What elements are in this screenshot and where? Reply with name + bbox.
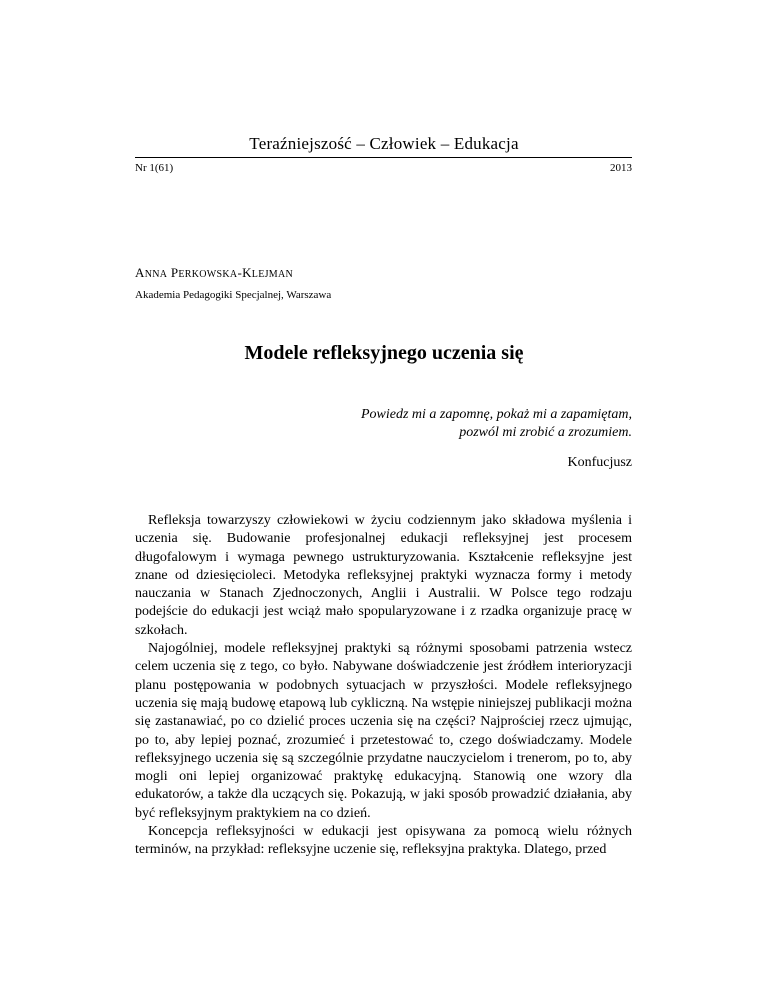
motto-author: Konfucjusz [567, 455, 632, 470]
author-last2-rest: LEJMAN [251, 269, 294, 280]
author-last1-initial: P [170, 265, 179, 280]
author-last1-rest: ERKOWSKA [178, 269, 238, 280]
paragraph: Koncepcja refleksyjności w edukacji jest opisywana za pomocą wielu różnych terminów, na przykład: refleksyjne uczenie się, refleksyjna praktyka. Dlatego, przed [135, 824, 632, 858]
author-last2-initial: -K [237, 265, 252, 280]
motto [361, 406, 632, 442]
author-first-initial: A [135, 265, 145, 280]
paragraph: Refleksja towarzyszy człowiekowi w życiu codziennym jako składowa myślenia i uczenia się. Budowanie profesjonalnej edukacji refleksyjnej jest procesem długofalowym i wymaga pewnego ustrukturyzowania. Kształcenie refleksyjne jest znane od dziesięcioleci. Metodyka refleksyjnej praktyki wyznacza formy i metody nauczania w Stanach Zjednoczonych, Anglii i Australii. W Polsce tego rodzaju podejście do edukacji jest wciąż mało spopularyzowane i z rzadka organizuje pracę w szkołach. [135, 513, 632, 638]
motto-line-1: Powiedz mi a zapomnę, pokaż mi a zapamiętam, [360, 407, 632, 422]
author-affiliation: Akademia Pedagogiki Specjalnej, Warszawa [135, 289, 332, 301]
author-name [135, 265, 293, 281]
article-title: Modele refleksyjnego uczenia się [244, 342, 524, 364]
paragraph: Najogólniej, modele refleksyjnej praktyki są różnymi sposobami patrzenia wstecz celem uczenia się z tego, co było. Nabywane doświadczenie jest źródłem interioryzacji planu postępowania w podobnych sytuacjach w przyszłości. Modele refleksyjnego uczenia się mają budowę etapową lub cykliczną. Na wstępie niniejszej publikacji można się zastanawiać, po co dzielić proces uczenia się na części? Najprościej rzecz ujmując, po to, aby lepiej poznać, zrozumieć i przetestować to, czego doświadczamy. Modele refleksyjnego uczenia się są szczególnie przydatne nauczycielom i trenerom, po to, aby mogli oni lepiej organizować praktykę edukacyjną. Stanowią one wzory dla edukatorów, a także dla uczących się. Pokazują, w jaki sposób prowadzić działania, aby być refleksyjnym praktykiem na co dzień. [135, 641, 632, 821]
journal-title: Teraźniejszość – Człowiek – Edukacja [249, 134, 519, 153]
author-first-rest: NNA [144, 269, 168, 280]
body-text [135, 512, 632, 860]
issue-year: 2013 [610, 162, 632, 174]
issue-number: Nr 1(61) [135, 162, 174, 174]
motto-line-2: pozwól mi zrobić a zrozumiem. [459, 425, 632, 440]
header-rule [135, 157, 632, 158]
